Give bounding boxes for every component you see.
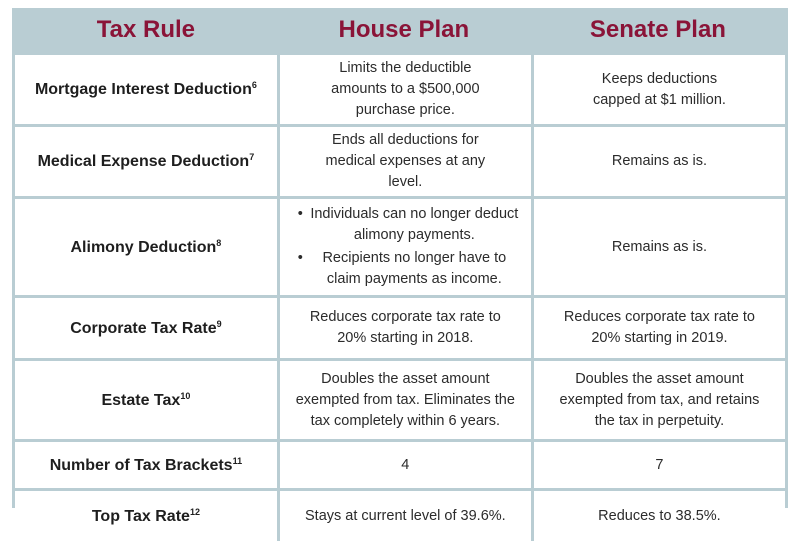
senate-cell: Remains as is.: [531, 199, 785, 295]
footnote-ref: 8: [216, 237, 222, 248]
senate-cell: Reduces to 38.5%.: [531, 491, 785, 541]
house-cell: Doubles the asset amount exempted from tax. Eliminates the tax completely within 6 years.: [277, 361, 531, 439]
table-row-mortgage: [15, 55, 785, 124]
footnote-ref: 9: [216, 318, 222, 329]
table-row-estate: [15, 361, 785, 439]
comparison-table-frame: [12, 8, 788, 525]
rule-cell: [15, 442, 277, 488]
list-item: • Individuals can no longer deduct alimony payments.: [296, 204, 519, 246]
rule-cell: [15, 127, 277, 196]
table-row-brackets: [15, 442, 785, 488]
table-row-corporate: [15, 298, 785, 358]
house-cell: [277, 199, 531, 295]
house-cell: 4: [277, 442, 531, 488]
senate-cell: Doubles the asset amount exempted from tax, and retains the tax in perpetuity.: [531, 361, 785, 439]
rule-cell: [15, 199, 277, 295]
table-row-alimony: [15, 199, 785, 295]
rule-cell: [15, 491, 277, 541]
rule-label: Number of Tax Brackets: [49, 456, 233, 474]
house-cell: Limits the deductible amounts to a $500,000 purchase price.: [277, 55, 531, 124]
rule-cell: [15, 361, 277, 439]
footnote-ref: 10: [180, 390, 191, 401]
senate-cell: Remains as is.: [531, 127, 785, 196]
rule-label: Alimony Deduction: [70, 238, 217, 256]
rule-label: Estate Tax: [101, 391, 181, 409]
table-row-top-rate: [15, 491, 785, 541]
header-row: [15, 8, 785, 52]
senate-cell: Keeps deductions capped at $1 million.: [531, 55, 785, 124]
header-senate-plan: Senate Plan: [589, 16, 726, 43]
header-house-plan: House Plan: [338, 16, 470, 43]
footnote-ref: 6: [251, 80, 257, 90]
rule-label: Medical Expense Deduction: [37, 153, 250, 170]
rule-cell: [15, 55, 277, 124]
tax-comparison-table: [15, 5, 785, 544]
rule-label: Top Tax Rate: [91, 507, 190, 525]
rule-cell: [15, 298, 277, 358]
senate-cell: 7: [531, 442, 785, 488]
house-cell: Stays at current level of 39.6%.: [277, 491, 531, 541]
footnote-ref: 11: [232, 455, 243, 466]
house-cell: Reduces corporate tax rate to 20% starting in 2018.: [277, 298, 531, 358]
rule-label: Corporate Tax Rate: [70, 319, 217, 337]
rule-label: Mortgage Interest Deduction: [34, 81, 252, 98]
house-bullet-list: [292, 204, 519, 290]
table-row-medical: [15, 127, 785, 196]
senate-cell: Reduces corporate tax rate to 20% starting in 2019.: [531, 298, 785, 358]
house-cell: Ends all deductions for medical expenses at any level.: [277, 127, 531, 196]
footnote-ref: 12: [189, 506, 200, 517]
list-item: • Recipients no longer have to claim payments as income.: [296, 248, 519, 290]
footnote-ref: 7: [249, 152, 255, 162]
header-tax-rule: Tax Rule: [96, 16, 196, 43]
